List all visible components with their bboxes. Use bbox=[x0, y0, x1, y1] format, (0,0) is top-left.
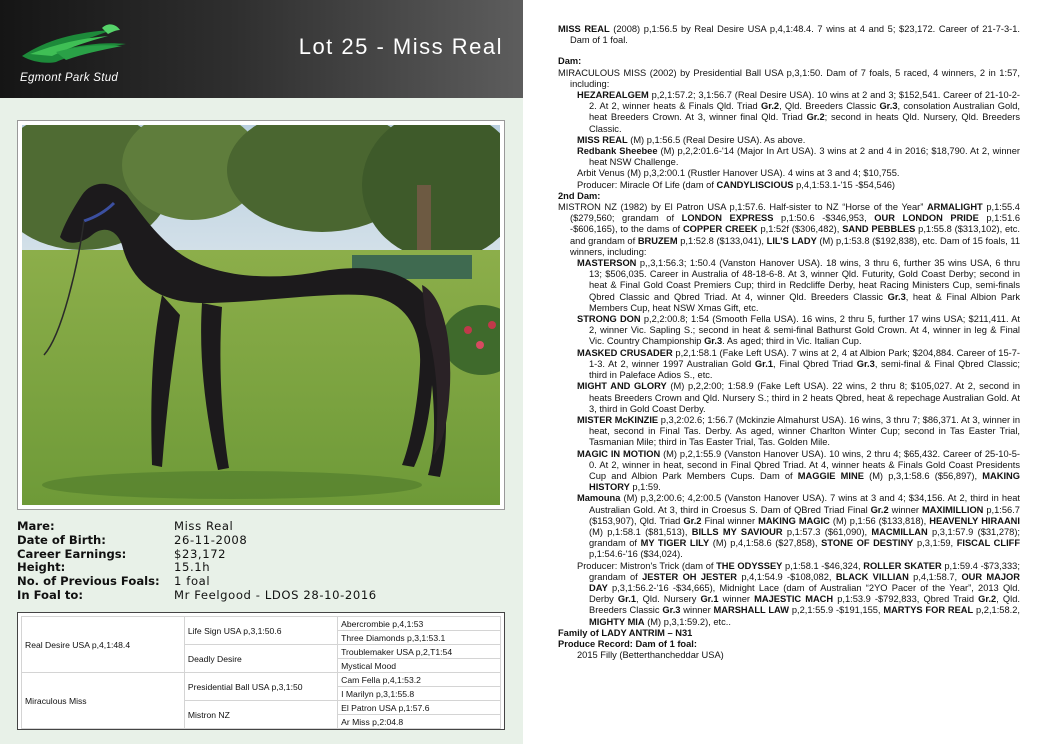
progeny-entry bbox=[558, 135, 1020, 146]
text-run: p,1:52f ($306,482), bbox=[760, 224, 840, 235]
progeny-entry: Arbit Venus (M) p,3,2:00.1 (Rustler Hanover USA). 4 wins at 3 and 4; $10,755. bbox=[577, 168, 900, 179]
progeny-entry bbox=[558, 449, 1020, 494]
pedigree-g3: I Marilyn p,3,1:55.8 bbox=[338, 687, 501, 701]
text-run: (M) p,1:53.8 ($192,838), etc. Dam of 15 foals, 11 winners, including: bbox=[570, 235, 1020, 257]
horse-name: MAKING HISTORY bbox=[589, 470, 1020, 493]
text-run: MISTRON NZ (1982) by El Patron USA p,1:57.6. Half-sister to NZ “Horse of the Year” bbox=[558, 202, 924, 213]
horse-name: MASTERSON bbox=[577, 258, 637, 269]
text-run: p,1:50.6 -$346,953, bbox=[781, 213, 867, 224]
horse-name: OUR MAJOR DAY bbox=[589, 571, 1020, 593]
fact-label: Career Earnings: bbox=[17, 546, 127, 561]
horse-name: MACMILLAN bbox=[871, 526, 928, 537]
mare-facts bbox=[17, 520, 507, 603]
grade: Gr.2 bbox=[978, 594, 997, 605]
grade: Gr.3 bbox=[856, 358, 875, 369]
pedigree-sire-sire: Life Sign USA p,3,1:50.6 bbox=[184, 617, 337, 645]
horse-name: MY TIGER LILY bbox=[640, 538, 710, 549]
pedigree-dam: Miraculous Miss bbox=[22, 673, 185, 729]
logo-text: Egmont Park Stud bbox=[20, 72, 119, 84]
table-row bbox=[22, 617, 501, 631]
horse-name: Redbank Sheebee bbox=[577, 146, 658, 157]
grade: Gr.2 bbox=[760, 101, 780, 112]
fact-value: Mr Feelgood - LDOS 28-10-2016 bbox=[174, 587, 377, 602]
text-run: (M) p,3,2:00.6; 4,2:00.5 (Vanston Hanover USA). 7 wins at 3 and 4; $34,156. At 2, third in heat Australian Gold. At 3, third in Croesus S. Dam of QBred Triad Final bbox=[589, 493, 1020, 515]
horse-name: Mamouna bbox=[577, 493, 621, 504]
horse-name: MASKED CRUSADER bbox=[577, 347, 673, 358]
text-run: (M) p,2,2:00; 1:58.9 (Fake Left USA). 22 wins, 2 thru 8; $105,027. At 2, second in heats Breeders Crown and Qld. Nursery S.; third in 2 heats Qbred, heat & repechage Australian Gold. At 3, third in Gold Coast Derby. bbox=[589, 381, 1020, 414]
progeny-entry bbox=[558, 348, 1020, 382]
horse-name: MAXIMILLION bbox=[921, 504, 984, 515]
text-run: (M) p,3,1:59.2), etc.. bbox=[647, 616, 731, 627]
text-run: (M) p,2,1:55.9 (Vanston Hanover USA). 10 wins, 2 thru 4; $65,432. Career of 25-10-5-0. At 2, winner in heat, second in Final Qbred Triad. At 4, winner heats & Finals Gold Coast Presidents Cup and Albion Park Members Cups. Dam of bbox=[589, 448, 1020, 481]
pedigree-g3: Cam Fella p,4,1:53.2 bbox=[338, 673, 501, 687]
horse-name: MAJESTIC MACH bbox=[754, 594, 834, 605]
horse-name: COPPER CREEK bbox=[682, 224, 758, 235]
producer-entry bbox=[558, 561, 1020, 628]
horse-name: FISCAL CLIFF bbox=[956, 538, 1021, 549]
grade: Gr.2 bbox=[683, 515, 702, 526]
text-run: , Final Qbred Triad bbox=[773, 358, 854, 369]
pedigree-g3: Troublemaker USA p,2,T1:54 bbox=[338, 645, 501, 659]
text-run: p,1:53.9 -$792,833, Qbred Traid bbox=[837, 594, 975, 605]
horse-name: HEAVENLY HIRAANI bbox=[929, 515, 1020, 526]
text-run: p,1:59. bbox=[632, 482, 661, 493]
horse-name: MISS REAL bbox=[577, 134, 628, 145]
pedigree-dam-sire: Presidential Ball USA p,3,1:50 bbox=[184, 673, 337, 701]
text-run: (M) p,3,1:58.6 ($56,897), bbox=[869, 470, 978, 481]
text-run: (M) p,1:58.1 ($81,513), bbox=[589, 526, 688, 537]
horse-name: BLACK VILLIAN bbox=[835, 571, 909, 582]
catalogue-text bbox=[558, 24, 1020, 661]
table-row bbox=[22, 673, 501, 687]
pedigree-g3: Mystical Mood bbox=[338, 659, 501, 673]
fact-row bbox=[17, 589, 507, 603]
text-run: . As aged; third in Vic. Italian Cup. bbox=[722, 336, 862, 347]
horse-photo bbox=[22, 125, 500, 505]
text-run: , consolation Australian Gold, heat Breeders Crown. At 3, winner final Qld. Triad bbox=[589, 101, 1020, 123]
progeny-entry bbox=[558, 415, 1020, 449]
fact-label: No. of Previous Foals: bbox=[17, 574, 160, 589]
text-run: p,3,1:59, bbox=[916, 538, 954, 549]
text-run: p,1:55.8 ($313,102), etc. and grandam of bbox=[570, 224, 1020, 246]
fact-row bbox=[17, 520, 507, 534]
grade: Gr.3 bbox=[879, 101, 898, 112]
intro-paragraph bbox=[558, 24, 1020, 46]
dam-heading: Dam: bbox=[558, 56, 582, 67]
pedigree-table bbox=[21, 616, 501, 729]
grade: Gr.1 bbox=[700, 594, 719, 605]
pedigree-g3: Ar Miss p,2:04.8 bbox=[338, 715, 501, 729]
horse-name: CANDYLISCIOUS bbox=[716, 179, 794, 190]
progeny-entry bbox=[558, 381, 1020, 415]
horse-name: OUR LONDON PRIDE bbox=[874, 213, 979, 224]
text-run: Producer: Miracle Of Life (dam of bbox=[577, 179, 714, 190]
text-run: p,1:55.4 ($279,560; grandam of bbox=[570, 202, 1020, 224]
fact-label: Height: bbox=[17, 560, 66, 575]
grade: Gr.1 bbox=[754, 358, 773, 369]
lot-title: Lot 25 - Miss Real bbox=[298, 34, 503, 59]
family-line: Family of LADY ANTRIM – N31 bbox=[558, 627, 693, 638]
left-panel bbox=[0, 0, 523, 744]
text-run: p,2,1:57.2; 3,1:56.7 (Real Desire USA). 10 wins at 2 and 3; $152,541. Career of 21-10-2-2. At 2, winner heats & Finals Qld. Triad bbox=[589, 90, 1020, 112]
text-run: p,4,1:54.9 -$108,082, bbox=[741, 571, 832, 582]
horse-name: ARMALIGHT bbox=[926, 202, 983, 213]
text-run: p,3,1:56.2-'16 -$34,665), Midnight Lace (dam of Australian “2YO Pacer of the Year”, 2013 Qld. Derby bbox=[589, 582, 1021, 605]
pedigree-sire: Real Desire USA p,4,1:48.4 bbox=[22, 617, 185, 673]
grade: Gr.1 bbox=[617, 594, 636, 605]
text-run: p,2,1:58.1 (Fake Left USA). 7 wins at 2, 4 at Albion Park; $204,884. Career of 15-7-1-3. At 2, winner 1997 Australian Gold bbox=[589, 347, 1020, 369]
fact-value: $23,172 bbox=[174, 546, 227, 561]
text-run: p,4,1:58.7, bbox=[913, 571, 958, 582]
pedigree-g3: Three Diamonds p,3,1:53.1 bbox=[338, 631, 501, 645]
fact-row bbox=[17, 548, 507, 562]
text-run: , Qld. Breeders Classic bbox=[589, 594, 1020, 616]
horse-name: MAGGIE MINE bbox=[797, 470, 864, 481]
text-run: , Qld. Breeders Classic bbox=[779, 101, 877, 112]
photo-frame bbox=[17, 120, 505, 510]
text-run: p,3,1:57.9 ($31,278); grandam of bbox=[589, 526, 1021, 549]
text-run: p,,3,1:56.3; 1:50.4 (Vanston Hanover USA). 18 wins, 3 thru 6, further 35 wins USA, 6 thru 13; $506,035. Career in Australia of 48-18-6-8. At 3, winner Qld. Futurity, Gold Coast Derby; second in heat & Final Gold Coast Premiers Cup; third in Redcliffe Derby, heat Racing Ministers Cup, semi-finals Qbred Classic and Qbred Triad. At 4, winner Qld. Breeders Classic bbox=[589, 258, 1020, 302]
progeny-entry bbox=[558, 90, 1020, 135]
text-run: p,1:54.6-'16 ($34,024). bbox=[589, 549, 683, 560]
fact-label: Mare: bbox=[17, 519, 55, 533]
text-run: (2008) p,1:56.5 by Real Desire USA p,4,1:48.4. 7 wins at 4 and 5; $23,172. Career of 21-7-3-1. Dam of 1 foal. bbox=[570, 24, 1020, 46]
horse-name: MARSHALL LAW bbox=[713, 605, 790, 616]
horse-name: ROLLER SKATER bbox=[863, 560, 942, 571]
fact-label: In Foal to: bbox=[17, 587, 83, 602]
horse-name: LIL’S LADY bbox=[766, 235, 817, 246]
horse-name: STONE OF DESTINY bbox=[821, 538, 914, 549]
pedigree-box bbox=[17, 612, 505, 730]
text-run: p,1:59.4 -$73,333; grandam of bbox=[589, 560, 1020, 582]
grade: Gr.2 bbox=[870, 504, 889, 515]
text-run: Producer: Mistron's Trick (dam of bbox=[577, 560, 714, 571]
text-run: p,2,1:55.9 -$191,155, bbox=[791, 605, 881, 616]
fact-value: 1 foal bbox=[174, 574, 211, 589]
horse-name: MISTER McKINZIE bbox=[577, 414, 659, 425]
horse-name: BRUZEM bbox=[637, 235, 678, 246]
progeny-entry bbox=[558, 314, 1020, 348]
pedigree-g3: El Patron USA p,1:57.6 bbox=[338, 701, 501, 715]
text-run: (M) p,1:56.5 (Real Desire USA). As above. bbox=[630, 134, 806, 145]
horse-name: LONDON EXPRESS bbox=[681, 213, 774, 224]
grade: Gr.3 bbox=[704, 336, 723, 347]
horse-name: MIGHT AND GLORY bbox=[577, 381, 667, 392]
fact-label: Date of Birth: bbox=[17, 532, 106, 547]
fact-value: 15.1h bbox=[174, 560, 211, 575]
fact-value: Miss Real bbox=[174, 519, 234, 533]
fact-row bbox=[17, 534, 507, 548]
pedigree-g3: Abercrombie p,4,1:53 bbox=[338, 617, 501, 631]
text-run: ; second in heats Qld. Nursery, Qld. Breeders Classic. bbox=[589, 112, 1020, 134]
text-run: (M) p,2,2:01.6-'14 (Major In Art USA). 3 wins at 2 and 4 in 2016; $18,790. At 2, winner heat NSW Challenge. bbox=[589, 146, 1020, 168]
horse-name: MISS REAL bbox=[558, 24, 610, 34]
producer-entry bbox=[558, 180, 1020, 191]
fact-value: 26-11-2008 bbox=[174, 532, 248, 547]
text-run: p,2,1:58.2, bbox=[976, 605, 1020, 616]
text-run: p,1:52.8 ($133,041), bbox=[680, 235, 765, 246]
produce-item: 2015 Filly (Betterthancheddar USA) bbox=[577, 650, 724, 661]
horse-logo-icon bbox=[16, 20, 131, 70]
produce-heading: Produce Record: Dam of 1 foal: bbox=[558, 638, 697, 649]
second-dam-paragraph bbox=[558, 202, 1020, 258]
stud-logo bbox=[16, 20, 131, 90]
horse-name: MARTYS FOR REAL bbox=[883, 605, 974, 616]
text-run: (M) p,4,1:58.6 ($27,858), bbox=[712, 538, 818, 549]
horse-name: MAKING MAGIC bbox=[758, 515, 830, 526]
dam-paragraph: MIRACULOUS MISS (2002) by Presidential Ball USA p,3,1:50. Dam of 7 foals, 5 raced, 4 winners, 2 in 1:57, including: bbox=[558, 67, 1020, 89]
horse-name: MIGHTY MIA bbox=[589, 616, 645, 627]
text-run: p,1:57.3 ($61,090), bbox=[786, 526, 868, 537]
text-run: (M) p,1:56 ($133,818), bbox=[832, 515, 927, 526]
pedigree-sire-dam: Deadly Desire bbox=[184, 645, 337, 673]
text-run: , heat & Final Albion Park Members Cup, heat NSW Xmas Gift, etc. bbox=[589, 291, 1020, 313]
text-run: p,3,2:02.6; 1:56.7 (Mckinzie Almahurst USA). 16 wins, 3 thru 7; $86,371. At 3, winner in heat, second in Final Tas. Derby. As aged, winner Charlton Winter Cup; second in Tas Easter Trial, Tasmanian Mile; third in Tas Easter Trial, Tas. Golden Mile. bbox=[589, 414, 1020, 448]
text-run: winner bbox=[722, 594, 751, 605]
horse-name: SAND PEBBLES bbox=[842, 224, 916, 235]
horse-name: HEZAREALGEM bbox=[577, 90, 649, 101]
progeny-entry bbox=[558, 146, 1020, 168]
text-run: Final winner bbox=[704, 515, 756, 526]
text-run: p,4,1:53.1-'15 -$54,546) bbox=[796, 179, 896, 190]
grade: Gr.3 bbox=[662, 605, 681, 616]
text-run: p,1:58.1 -$46,324, bbox=[785, 560, 861, 571]
text-run: p,2,2:00.8; 1:54 (Smooth Fella USA). 16 wins, 2 thru 5, further 17 wins USA; $211,411. At 2, winner Vic. Sapling S.; second in heat & semi-final Bathurst Gold Crown. At 4, winner in leg & Final Vic. Country Championship bbox=[589, 314, 1020, 347]
grade: Gr.3 bbox=[887, 291, 906, 302]
text-run: p,1:51.6 -$606,165), to the dams of bbox=[570, 213, 1020, 235]
fact-row bbox=[17, 561, 507, 575]
grade: Gr.2 bbox=[806, 112, 825, 123]
horse-name: THE ODYSSEY bbox=[716, 560, 783, 571]
fact-row bbox=[17, 575, 507, 589]
text-run: , semi-final & Final Qbred Classic; third in Paleface Adios S., etc. bbox=[589, 358, 1020, 381]
progeny-entry bbox=[558, 258, 1020, 314]
horse-name: MAGIC IN MOTION bbox=[577, 448, 661, 459]
text-run: , Qld. Nursery bbox=[636, 594, 697, 605]
horse-name: STRONG DON bbox=[577, 314, 641, 325]
header-banner bbox=[0, 0, 523, 98]
second-dam-heading: 2nd Dam: bbox=[558, 190, 601, 201]
horse-name: JESTER OH JESTER bbox=[642, 571, 738, 582]
pedigree-dam-dam: Mistron NZ bbox=[184, 701, 337, 729]
progeny-entry bbox=[558, 493, 1020, 560]
text-run: winner bbox=[891, 504, 919, 515]
text-run: p,1:56.7 ($153,907), Qld. Triad bbox=[589, 504, 1020, 526]
catalogue-text-panel bbox=[523, 0, 1052, 744]
horse-name: BILLS MY SAVIOUR bbox=[691, 526, 783, 537]
text-run: winner bbox=[683, 605, 711, 616]
